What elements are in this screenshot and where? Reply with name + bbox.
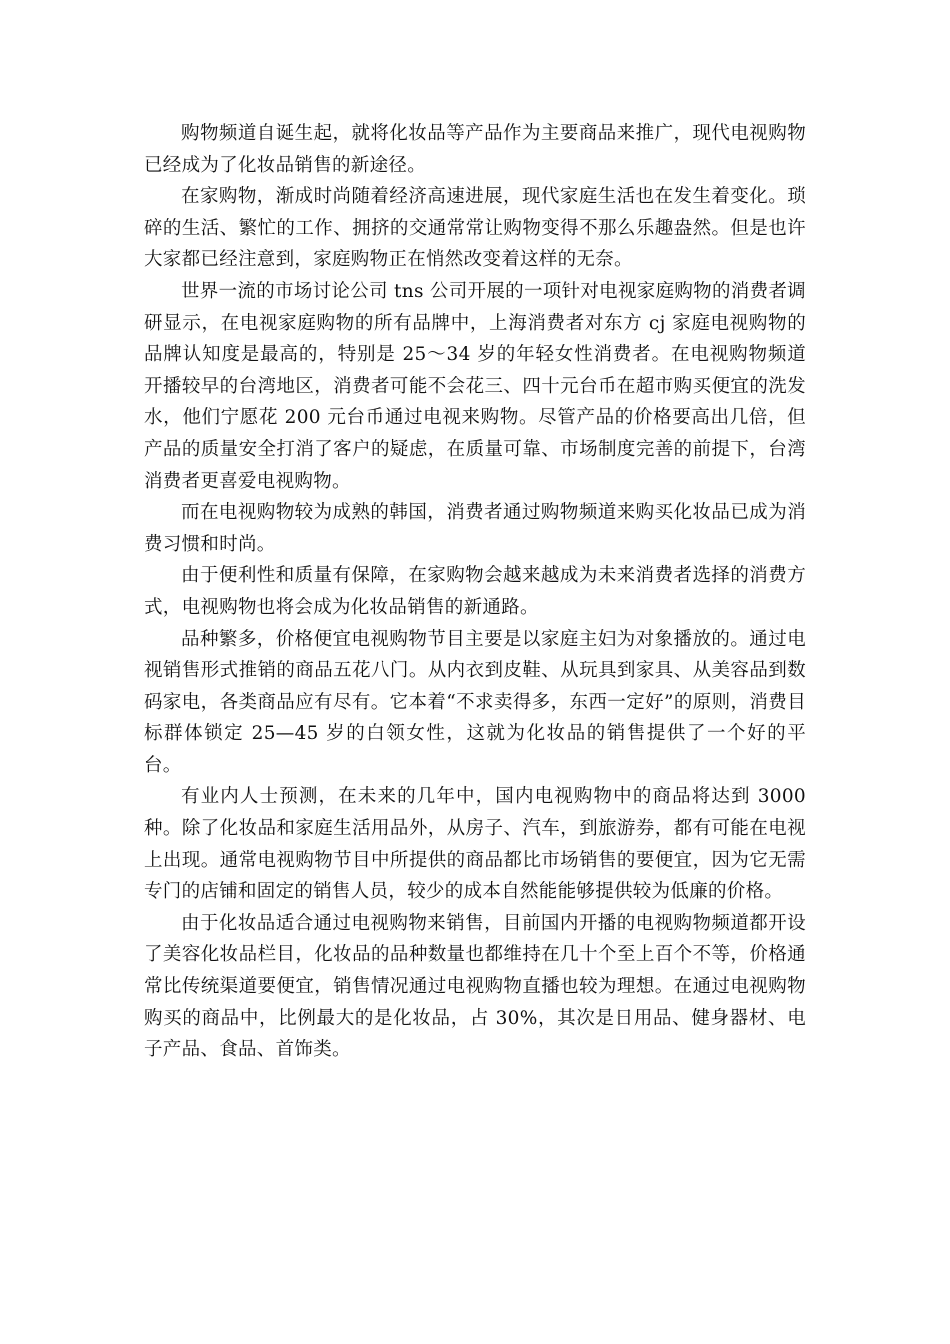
paragraph-6: 品种繁多，价格便宜电视购物节目主要是以家庭主妇为对象播放的。通过电视销售形式推销的商品五花八门。从内衣到皮鞋、从玩具到家具、从美容品到数码家电，各类商品应有尽有。它本着“不求卖得多，东西一定好”的原则，消费目标群体锁定 25—45 岁的白领女性，这就为化妆品的销售提供了一个好的平台。 xyxy=(144,628,806,776)
paragraph-2: 在家购物，渐成时尚随着经济高速进展，现代家庭生活也在发生着变化。琐碎的生活、繁忙的工作、拥挤的交通常常让购物变得不那么乐趣盎然。但是也许大家都已经注意到，家庭购物正在悄然改变着这样的无奈。 xyxy=(144,186,806,271)
paragraph-5: 由于便利性和质量有保障，在家购物会越来越成为未来消费者选择的消费方式，电视购物也将会成为化妆品销售的新通路。 xyxy=(144,565,806,618)
paragraph-8: 由于化妆品适合通过电视购物来销售，目前国内开播的电视购物频道都开设了美容化妆品栏目，化妆品的品种数量也都维持在几十个至上百个不等，价格通常比传统渠道要便宜，销售情况通过电视购物直播也较为理想。在通过电视购物购买的商品中，比例最大的是化妆品，占 30%，其次是日用品、健身器材、电子产品、食品、首饰类。 xyxy=(144,912,806,1061)
paragraph-3: 世界一流的市场讨论公司 tns 公司开展的一项针对电视家庭购物的消费者调研显示，在电视家庭购物的所有品牌中，上海消费者对东方 cj 家庭电视购物的品牌认知度是最高的，特别是 25～34 岁的年轻女性消费者。在电视购物频道开播较早的台湾地区，消费者可能不会花三、四十元台币在超市购买便宜的洗发水，他们宁愿花 200 元台币通过电视来购物。尽管产品的价格要高出几倍，但产品的质量安全打消了客户的疑虑，在质量可靠、市场制度完善的前提下，台湾消费者更喜爱电视购物。 xyxy=(144,280,806,492)
paragraph-4: 而在电视购物较为成熟的韩国，消费者通过购物频道来购买化妆品已成为消费习惯和时尚。 xyxy=(144,502,806,555)
paragraph-1: 购物频道自诞生起，就将化妆品等产品作为主要商品来推广，现代电视购物已经成为了化妆品销售的新途径。 xyxy=(144,123,806,176)
document-page xyxy=(144,118,806,1066)
paragraph-7: 有业内人士预测，在未来的几年中，国内电视购物中的商品将达到 3000 种。除了化妆品和家庭生活用品外，从房子、汽车，到旅游券，都有可能在电视上出现。通常电视购物节目中所提供的商品都比市场销售的要便宜，因为它无需专门的店铺和固定的销售人员，较少的成本自然能能够提供较为低廉的价格。 xyxy=(144,786,806,903)
